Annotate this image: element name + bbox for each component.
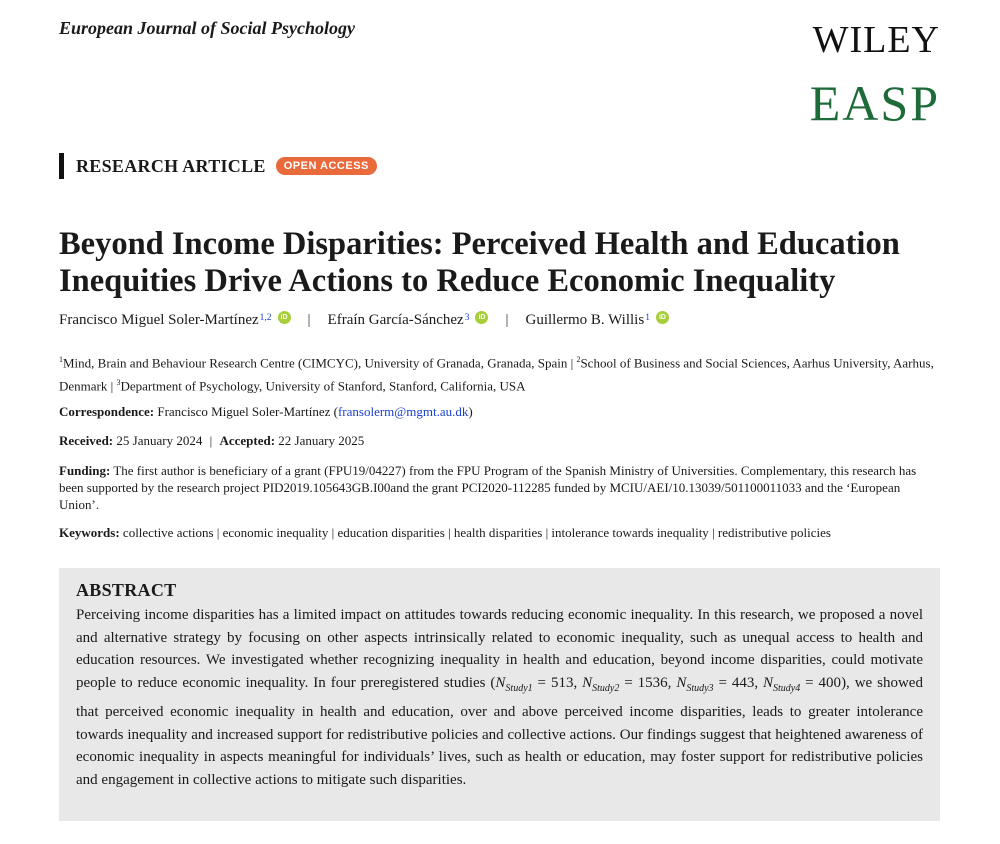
author-separator: | — [307, 312, 311, 328]
keyword-separator: | — [448, 525, 451, 540]
keyword[interactable]: economic inequality — [222, 525, 329, 540]
author[interactable] — [525, 312, 668, 329]
article-type-bar — [59, 153, 64, 179]
funding-text: The first author is beneficiary of a grant (FPU19/04227) from the FPU Program of the Spanish Ministry of Universities. Complementary, this research has been supported by the research project PID2019.105643GB.I00and the grant PCI2020-112285 funded by MCIU/AEI/10.13039/501100011033 and the ‘European Union’. — [59, 463, 917, 512]
received-label: Received: — [59, 433, 114, 448]
affiliations — [59, 350, 939, 397]
study-n: = 1536, — [619, 675, 677, 692]
open-access-badge[interactable]: OPEN ACCESS — [276, 157, 377, 175]
keyword[interactable]: education disparities — [337, 525, 445, 540]
author-affiliation-ref[interactable]: 1,2 — [259, 312, 272, 323]
easp-logo[interactable]: EASP — [809, 75, 940, 131]
journal-name[interactable]: European Journal of Social Psychology — [59, 18, 356, 38]
keywords — [59, 525, 831, 541]
n-symbol: N — [495, 675, 506, 692]
orcid-icon[interactable]: iD — [475, 311, 488, 324]
correspondence-label: Correspondence: — [59, 404, 155, 419]
accepted-date: 22 January 2025 — [278, 433, 365, 448]
received-date: 25 January 2024 — [116, 433, 203, 448]
article-type-label: RESEARCH ARTICLE — [76, 155, 266, 176]
study-n: = 443, — [713, 675, 764, 692]
accepted-label: Accepted: — [219, 433, 276, 448]
affiliation-separator: | — [570, 355, 574, 371]
keyword-separator: | — [545, 525, 549, 540]
abstract-heading: ABSTRACT — [76, 580, 177, 600]
abstract-box — [59, 568, 940, 821]
orcid-icon[interactable]: iD — [656, 311, 669, 324]
keyword[interactable]: collective actions — [122, 525, 214, 540]
abstract-text-part2: ), we showed that perceived economic inequality in health and education, over and above perceived income disparities, leads to greater intolerance towards inequality and increased support for redistributive policies and collective actions. Our findings suggest that heightened awareness of economic inequality in aspects meaningful for individuals’ lives, such as health or education, may foster support for redistributive policies and engagement in collective actions to mitigate such disparities. — [76, 675, 923, 788]
affiliation-separator: | — [110, 378, 114, 394]
affiliation-number: 2 — [576, 355, 581, 364]
funding-label: Funding: — [59, 463, 111, 478]
author-affiliation-ref[interactable]: 1 — [645, 312, 650, 323]
study-n: = 400 — [800, 675, 842, 692]
keyword-separator: | — [216, 525, 220, 540]
abstract-text-part1: Perceiving income disparities has a limited impact on attitudes towards reducing economic inequality. In this research, we proposed a novel and alternative strategy by focusing on other aspects intrinsically related to economic inequality, such as unequal access to health and education resources. We investigated whether recognizing inequality in health and education, beyond income disparities, could motivate people to reduce economic inequality. In four preregistered studies ( — [76, 607, 923, 692]
affiliation: Mind, Brain and Behaviour Research Centre (CIMCYC), University of Granada, Granada, Spain — [63, 355, 568, 371]
correspondence: Correspondence: Francisco Miguel Soler-Martínez (fransolerm@mgmt.au.dk) — [59, 404, 473, 419]
author-name[interactable]: Francisco Miguel Soler-Martínez — [59, 312, 259, 328]
correspondence-email-link[interactable]: fransolerm@mgmt.au.dk — [337, 404, 469, 419]
affiliation: Department of Psychology, University of Stanford, Stanford, California, USA — [120, 378, 526, 394]
study-n: = 513, — [532, 675, 583, 692]
keyword[interactable]: redistributive policies — [717, 525, 831, 540]
keywords-label: Keywords: — [59, 525, 120, 540]
n-symbol: N — [676, 675, 687, 692]
wiley-logo[interactable]: WILEY — [812, 19, 940, 61]
article-title: Beyond Income Disparities: Perceived Health and Education Inequities Drive Actions to Reduce Economic Inequality — [59, 226, 900, 299]
study-label: Study2 — [592, 683, 620, 695]
keyword[interactable]: health disparities — [453, 525, 543, 540]
keyword-separator: | — [331, 525, 335, 540]
study-label: Study4 — [773, 683, 801, 695]
article-dates — [59, 433, 364, 449]
affiliation-number: 1 — [59, 355, 63, 364]
n-symbol: N — [582, 675, 593, 692]
study-label: Study3 — [686, 683, 714, 695]
study-label: Study1 — [505, 683, 533, 695]
correspondence-name: Francisco Miguel Soler-Martínez — [157, 404, 331, 419]
author[interactable] — [328, 312, 489, 329]
author[interactable] — [59, 312, 291, 329]
funding — [59, 462, 939, 513]
affiliation-number: 3 — [116, 378, 121, 388]
dates-separator: | — [209, 433, 213, 448]
article-type — [59, 154, 377, 178]
author-list — [59, 312, 669, 329]
orcid-icon[interactable]: iD — [278, 311, 291, 324]
author-name[interactable]: Guillermo B. Willis — [525, 312, 645, 328]
author-name[interactable]: Efraín García-Sánchez — [327, 312, 464, 328]
keyword-separator: | — [712, 525, 715, 540]
keyword[interactable]: intolerance towards inequality — [551, 525, 709, 540]
n-symbol: N — [763, 675, 774, 692]
abstract-text — [76, 604, 923, 792]
author-affiliation-ref[interactable]: 3 — [464, 312, 470, 323]
author-separator: | — [505, 312, 509, 328]
affiliation: School of Business and Social Sciences, Aarhus University, Aarhus, Denmark — [59, 355, 934, 394]
